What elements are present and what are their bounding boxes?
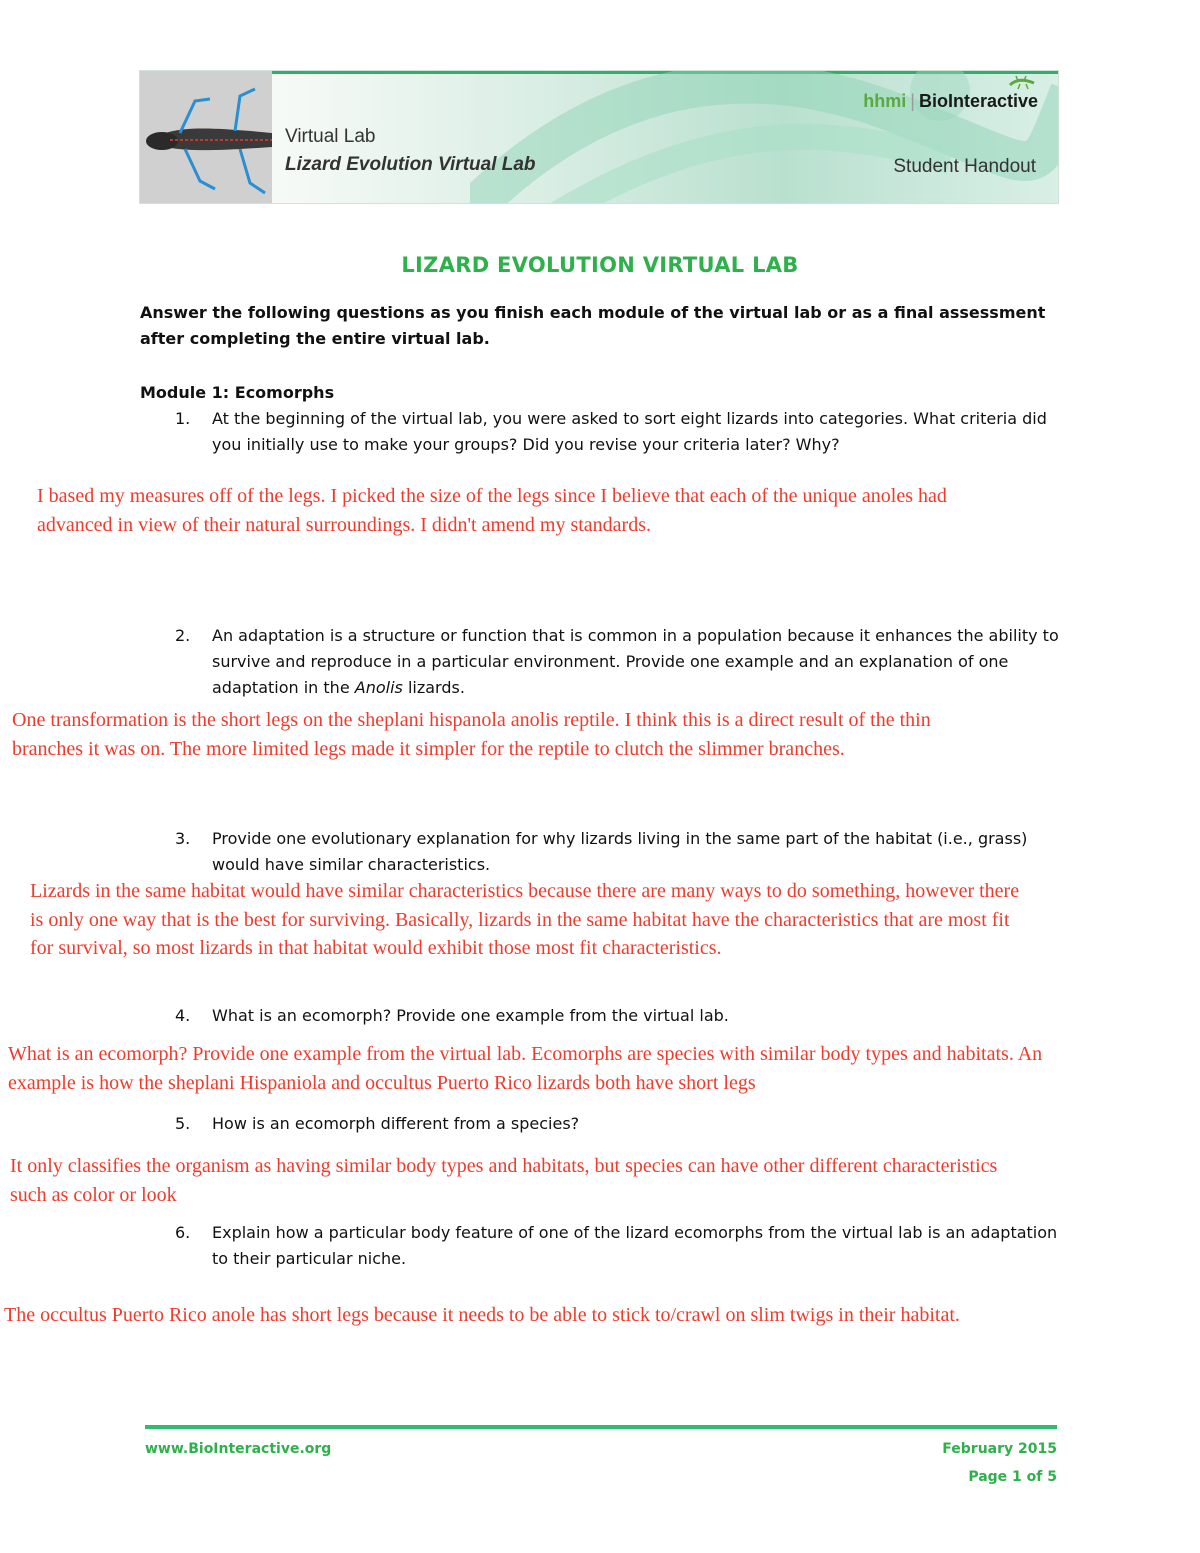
question-text: What is an ecomorph? Provide one example from the virtual lab. [212,1006,729,1025]
footer-page-number: Page 1 of 5 [968,1469,1057,1485]
genus-anolis: Anolis [354,678,403,697]
question-text: How is an ecomorph different from a species? [212,1114,580,1133]
question-number: 4. [175,1006,191,1025]
header-student-handout: Student Handout [893,156,1036,177]
lizard-xray-image [140,71,272,203]
answer-3: Lizards in the same habitat would have similar characteristics because there are many ways to do something, however there is only one way that is the best for surviving. Basically, lizards in the same habitat have the characteristics that are most fit for survival, so most lizards in that habitat would exhibit those most fit characteristics. [30,880,1020,959]
header-banner [139,70,1059,204]
answer-4: What is an ecomorph? Provide one example from the virtual lab. Ecomorphs are species with similar body types and habitats. An example is how the sheplani Hispaniola and occultus Puerto Rico lizards both have short legs [8,1043,1043,1094]
footer-url-link[interactable]: www.BioInteractive.org [145,1441,332,1457]
logo-hhmi: hhmi [863,91,907,111]
footer-rule [145,1425,1057,1429]
logo-separator: | [910,91,915,111]
answer-1: I based my measures off of the legs. I picked the size of the legs since I believe that each of the unique anoles had advanced in view of their natural surroundings. I didn't amend my standards. [37,485,947,536]
footer-date: February 2015 [942,1441,1057,1457]
question-text: Provide one evolutionary explanation for why lizards living in the same part of the habitat (i.e., grass) would have similar characteristics. [212,829,1028,874]
question-text: An adaptation is a structure or function that is common in a population because it enhances the ability to survive and reproduce in a particular environment. Provide one example and an explanation of one adaptation in the Anolis lizards. [212,626,1059,697]
question-number: 1. [175,409,191,428]
page-title: LIZARD EVOLUTION VIRTUAL LAB [401,253,799,277]
question-text: At the beginning of the virtual lab, you were asked to sort eight lizards into categories. What criteria did you initially use to make your groups? Did you revise your criteria later? Why? [212,409,1047,454]
header-line-virtual-lab: Virtual Lab [285,126,376,147]
header-lab-title: Lizard Evolution Virtual Lab [285,154,536,175]
module-heading: Module 1: Ecomorphs [140,383,335,402]
question-number: 3. [175,829,191,848]
answer-5: It only classifies the organism as having similar body types and habitats, but species can have other different characteristics such as color or look [10,1155,998,1206]
logo-biointeractive: BioInteractive [918,91,1038,111]
question-text: Explain how a particular body feature of one of the lizard ecomorphs from the virtual lab is an adaptation to their particular niche. [212,1223,1058,1268]
logo-lizard-icon [1008,75,1036,91]
answer-6: The occultus Puerto Rico anole has short legs because it needs to be able to stick to/crawl on slim twigs in their habitat. [4,1304,960,1326]
instructions: Answer the following questions as you finish each module of the virtual lab or as a final assessment after completing the entire virtual lab. [140,303,1046,348]
question-number: 6. [175,1223,191,1242]
question-number: 5. [175,1114,191,1133]
question-number: 2. [175,626,191,645]
answer-2: One transformation is the short legs on the sheplani hispanola anolis reptile. I think this is a direct result of the thin branches it was on. The more limited legs made it simpler for the reptile to clutch the slimmer branches. [12,709,931,760]
hhmi-biointeractive-logo[interactable] [863,91,1038,112]
